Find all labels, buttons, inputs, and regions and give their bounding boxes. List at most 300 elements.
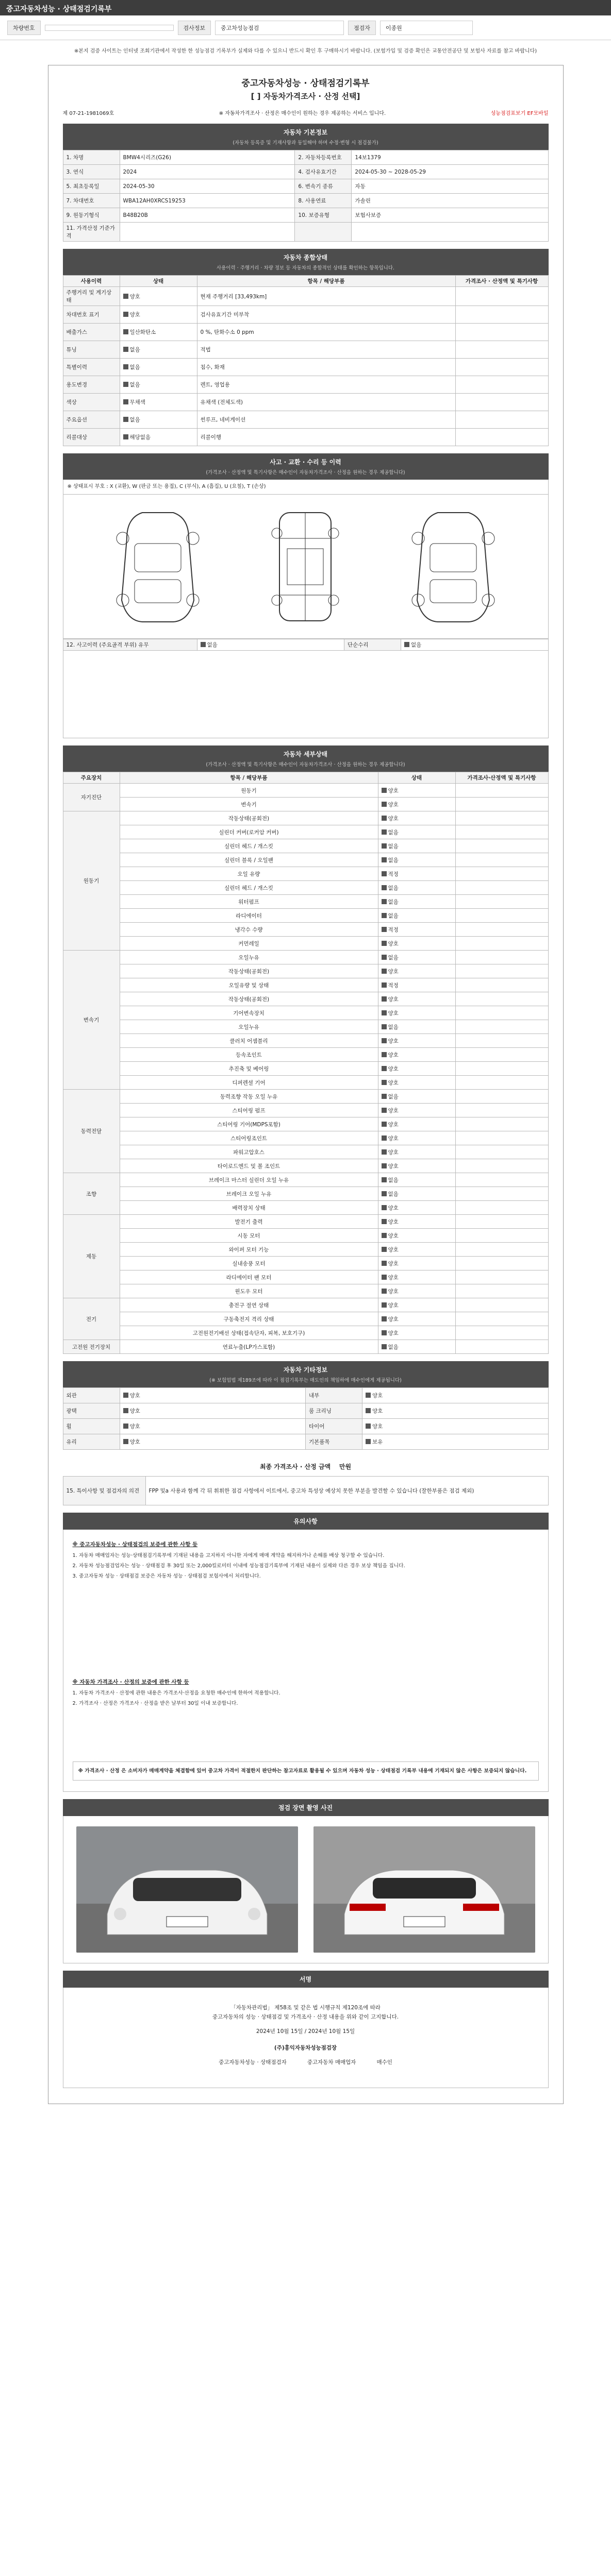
- simple-label: 단순수리: [344, 639, 401, 651]
- detail-part: 작동상태(공회전): [120, 811, 378, 825]
- detail-part: 커먼레일: [120, 937, 378, 951]
- detail-checkbox[interactable]: [382, 1205, 387, 1210]
- detail-note: [455, 1187, 548, 1201]
- basic-value: BMW4시리즈(G26): [120, 150, 295, 165]
- etc-table: [63, 1387, 549, 1450]
- detail-sub: (가격조사 · 산정액 및 특기사항은 매수인이 자동차가격조사 · 산정을 원하는 경우 제공합니다): [63, 760, 549, 772]
- header-label-1: 차량번호: [7, 21, 41, 35]
- status-note: [455, 376, 548, 394]
- detail-note: [455, 1062, 548, 1076]
- accident-label: 12. 사고이력 (주요골격 부위) 유무: [63, 639, 197, 651]
- detail-checkbox[interactable]: [382, 913, 387, 918]
- detail-checkbox[interactable]: [382, 927, 387, 932]
- etc-row: [63, 1388, 548, 1403]
- status-detail: 썬루프, 네비게이션: [197, 411, 455, 429]
- status-col: 상태: [120, 276, 197, 287]
- basic-value: B48B20B: [120, 208, 295, 223]
- detail-checkbox[interactable]: [382, 1136, 387, 1141]
- detail-checkbox[interactable]: [382, 885, 387, 890]
- status-item: 리콜대상: [63, 429, 120, 446]
- basic-label: 10. 보증유형: [295, 208, 352, 223]
- detail-note: [455, 881, 548, 895]
- damage-head: 사고 · 교환 · 수리 등 이력: [63, 453, 549, 468]
- etc-value: 양호: [362, 1403, 549, 1419]
- header-row: [0, 15, 611, 40]
- status-note: [455, 359, 548, 376]
- detail-part: 오일누유: [120, 951, 378, 964]
- detail-group: 자기진단: [63, 784, 120, 811]
- etc-checkbox[interactable]: [366, 1393, 371, 1398]
- car-right-view: [402, 507, 505, 626]
- detail-group: 제동: [63, 1215, 120, 1298]
- detail-row: [63, 951, 548, 964]
- detail-checkbox[interactable]: [382, 1302, 387, 1308]
- detail-col: 주요장치: [63, 772, 120, 784]
- detail-col: 상태: [378, 772, 455, 784]
- sign-section: [63, 1971, 549, 2088]
- etc-checkbox[interactable]: [123, 1408, 128, 1413]
- detail-part: 타이로드엔드 및 볼 조인트: [120, 1159, 378, 1173]
- detail-head: 자동차 세부상태: [63, 745, 549, 760]
- detail-row: [63, 867, 548, 881]
- detail-row: [63, 811, 548, 825]
- detail-note: [455, 1104, 548, 1117]
- detail-note: [455, 1090, 548, 1104]
- detail-state: 없음: [378, 853, 455, 867]
- detail-part: 구동축전지 격리 상태: [120, 1312, 378, 1326]
- etc-value: 양호: [362, 1419, 549, 1434]
- detail-part: 추진축 및 베어링: [120, 1062, 378, 1076]
- detail-row: [63, 909, 548, 923]
- car-rear-photo: [313, 1826, 535, 1953]
- status-state: 해당없음: [120, 429, 197, 446]
- final-price: 최종 가격조사 · 산정 금액 만원: [259, 1463, 352, 1470]
- basic-row: [63, 179, 548, 194]
- basic-table: [63, 150, 549, 242]
- detail-row: [63, 1229, 548, 1243]
- detail-section: [63, 745, 549, 1354]
- etc-checkbox[interactable]: [366, 1423, 371, 1429]
- status-item: 색상: [63, 394, 120, 411]
- etc-checkbox[interactable]: [123, 1423, 128, 1429]
- status-state: 없음: [120, 359, 197, 376]
- status-note: [455, 429, 548, 446]
- detail-note: [455, 1173, 548, 1187]
- detail-checkbox[interactable]: [382, 1122, 387, 1127]
- detail-note: [455, 1298, 548, 1312]
- basic-row: [63, 165, 548, 179]
- basic-label: 6. 변속기 종류: [295, 179, 352, 194]
- etc-head: 자동차 기타정보: [63, 1361, 549, 1376]
- etc-value: 양호: [362, 1388, 549, 1403]
- status-row: [63, 394, 548, 411]
- status-detail: 현재 주행거리 [33,493km]: [197, 287, 455, 306]
- detail-state: 없음: [378, 1020, 455, 1034]
- detail-row: [63, 784, 548, 798]
- detail-row: [63, 1326, 548, 1340]
- detail-note: [455, 811, 548, 825]
- status-row: [63, 411, 548, 429]
- detail-checkbox[interactable]: [382, 1191, 387, 1196]
- doc-title: 중고자동차성능 · 상태점검기록부: [241, 78, 370, 89]
- detail-note: [455, 1048, 548, 1062]
- etc-checkbox[interactable]: [123, 1393, 128, 1398]
- detail-state: 없음: [378, 909, 455, 923]
- notes-p5: 2. 가격조사 · 산정은 가격조사 · 산정을 받은 날부터 30일 이내 보증합니다.: [72, 1701, 238, 1706]
- etc-row: [63, 1419, 548, 1434]
- detail-part: 디퍼렌셜 기어: [120, 1076, 378, 1090]
- detail-row: [63, 1257, 548, 1270]
- basic-label: 3. 연식: [63, 165, 120, 179]
- status-section: [63, 249, 549, 446]
- status-state: 없음: [120, 341, 197, 359]
- detail-row: [63, 1187, 548, 1201]
- detail-checkbox[interactable]: [382, 802, 387, 807]
- detail-state: 양호: [378, 811, 455, 825]
- status-item: 차대번호 표기: [63, 306, 120, 324]
- etc-checkbox[interactable]: [366, 1439, 371, 1444]
- detail-note: [455, 784, 548, 798]
- photo-row: [63, 1816, 549, 1963]
- detail-checkbox[interactable]: [382, 857, 387, 862]
- header-value-2: 중고차성능점검: [215, 21, 344, 35]
- detail-state: 없음: [378, 881, 455, 895]
- detail-part: 원동기: [120, 784, 378, 798]
- detail-state: 양호: [378, 1117, 455, 1131]
- status-note: [455, 324, 548, 341]
- detail-state: 양호: [378, 1048, 455, 1062]
- detail-note: [455, 825, 548, 839]
- detail-checkbox[interactable]: [382, 816, 387, 821]
- detail-row: [63, 798, 548, 811]
- seller-label: 중고자동차 매매업자: [307, 2059, 356, 2065]
- detail-checkbox[interactable]: [382, 982, 387, 988]
- detail-note: [455, 992, 548, 1006]
- basic-label: 7. 차대번호: [63, 194, 120, 208]
- status-row: [63, 306, 548, 324]
- detail-state: 적정: [378, 867, 455, 881]
- status-row: [63, 287, 548, 306]
- detail-row: [63, 1340, 548, 1354]
- detail-state: 양호: [378, 1284, 455, 1298]
- detail-group: 동력전달: [63, 1090, 120, 1173]
- basic-value: 가솔린: [352, 194, 548, 208]
- detail-row: [63, 964, 548, 978]
- detail-part: 라디에이터: [120, 909, 378, 923]
- etc-item: 룸 크리닝: [306, 1403, 362, 1419]
- detail-part: 브레이크 마스터 실린더 오일 누유: [120, 1173, 378, 1187]
- detail-state: 적정: [378, 923, 455, 937]
- detail-row: [63, 1034, 548, 1048]
- etc-item: 유리: [63, 1434, 120, 1450]
- detail-checkbox[interactable]: [382, 1010, 387, 1015]
- accident-table: [63, 639, 549, 651]
- detail-checkbox[interactable]: [382, 1330, 387, 1335]
- detail-state: 양호: [378, 992, 455, 1006]
- etc-item: 기본품목: [306, 1434, 362, 1450]
- inspector-label: 중고자동차성능 · 상태점검자: [219, 2059, 287, 2065]
- detail-checkbox[interactable]: [382, 1066, 387, 1071]
- detail-note: [455, 923, 548, 937]
- detail-state: 없음: [378, 951, 455, 964]
- detail-row: [63, 825, 548, 839]
- sign-text-2: 중고자동차의 성능 · 상태점검 및 가격조사 · 산정 내용을 위와 같이 고지합니다.: [212, 2014, 399, 2020]
- basic-value: 자동: [352, 179, 548, 194]
- detail-state: 양호: [378, 1298, 455, 1312]
- detail-note: [455, 1229, 548, 1243]
- detail-checkbox[interactable]: [382, 1094, 387, 1099]
- buyer-label: 매수인: [376, 2059, 392, 2065]
- detail-checkbox[interactable]: [382, 788, 387, 793]
- inspector-name: (주)홍익자동차성능점검장: [274, 2045, 337, 2051]
- opinion-table: [63, 1476, 549, 1505]
- detail-note: [455, 1326, 548, 1340]
- notes-warning: ※ 가격조사 · 산정 은 소비자가 매매계약을 체결함에 있어 중고차 가격이 적절한지 판단하는 참고자료로 활용될 수 있으며 자동차 성능 · 상태점검 기록부 내용에 기재되지 않은 사항은 보증되지 않습니다.: [73, 1761, 539, 1781]
- detail-state: 양호: [378, 1131, 455, 1145]
- basic-row: [63, 150, 548, 165]
- detail-state: 없음: [378, 1187, 455, 1201]
- status-checkbox[interactable]: [123, 347, 128, 352]
- status-checkbox[interactable]: [123, 434, 128, 439]
- sign-head: 서명: [63, 1971, 549, 1988]
- basic-section: [63, 124, 549, 242]
- detail-row: [63, 1117, 548, 1131]
- status-row: [63, 429, 548, 446]
- detail-checkbox[interactable]: [382, 1149, 387, 1155]
- detail-row: [63, 1145, 548, 1159]
- detail-state: 없음: [378, 825, 455, 839]
- detail-note: [455, 1159, 548, 1173]
- detail-part: 등속조인트: [120, 1048, 378, 1062]
- detail-row: [63, 895, 548, 909]
- detail-row: [63, 1284, 548, 1298]
- notes-block: [63, 1530, 549, 1792]
- basic-label: 8. 사용연료: [295, 194, 352, 208]
- detail-checkbox[interactable]: [382, 1052, 387, 1057]
- detail-part: 라디에이터 팬 모터: [120, 1270, 378, 1284]
- status-state: 양호: [120, 306, 197, 324]
- detail-group: 전기: [63, 1298, 120, 1340]
- detail-checkbox[interactable]: [382, 1038, 387, 1043]
- notes-p2: 2. 자동차 성능점검업자는 성능 · 상태점검 후 30일 또는 2,000킬로미터 이내에 성능점검기록부에 기재된 내용이 실제와 다른 경우 보상 책임을 집니다.: [72, 1563, 405, 1569]
- basic-label: 9. 원동기형식: [63, 208, 120, 223]
- mobile-link[interactable]: 성능점검표보기 EF모바일: [490, 111, 549, 116]
- etc-checkbox[interactable]: [123, 1439, 128, 1444]
- detail-part: 와이퍼 모터 기능: [120, 1243, 378, 1257]
- status-head: 자동차 종합상태: [63, 249, 549, 264]
- status-state: 없음: [120, 376, 197, 394]
- notes-h2: ※ 자동차 가격조사 · 산정의 보증에 관한 사항 등: [72, 1679, 189, 1685]
- status-checkbox[interactable]: [123, 382, 128, 387]
- detail-checkbox[interactable]: [382, 871, 387, 876]
- etc-value: 양호: [120, 1388, 306, 1403]
- car-frame-view: [254, 507, 357, 626]
- detail-part: 기어변속장치: [120, 1006, 378, 1020]
- detail-checkbox[interactable]: [382, 899, 387, 904]
- detail-state: 없음: [378, 1173, 455, 1187]
- signatures: [84, 2058, 527, 2067]
- status-detail: 유채색 (전체도색): [197, 394, 455, 411]
- detail-checkbox[interactable]: [382, 843, 387, 849]
- basic-row: [63, 223, 548, 242]
- detail-checkbox[interactable]: [382, 1177, 387, 1182]
- detail-state: 양호: [378, 1243, 455, 1257]
- detail-part: 동력조향 작동 오일 누유: [120, 1090, 378, 1104]
- basic-value: WBA12AH0XRCS19253: [120, 194, 295, 208]
- detail-note: [455, 964, 548, 978]
- detail-note: [455, 853, 548, 867]
- detail-state: 양호: [378, 937, 455, 951]
- detail-row: [63, 992, 548, 1006]
- status-col: 사용이력: [63, 276, 120, 287]
- detail-part: 실린더 블록 / 오일팬: [120, 853, 378, 867]
- detail-row: [63, 1159, 548, 1173]
- status-row: [63, 341, 548, 359]
- detail-checkbox[interactable]: [382, 1219, 387, 1224]
- detail-part: 오일누유: [120, 1020, 378, 1034]
- detail-state: 없음: [378, 895, 455, 909]
- status-checkbox[interactable]: [123, 312, 128, 317]
- etc-section: [63, 1361, 549, 1450]
- detail-part: 윈도우 모터: [120, 1284, 378, 1298]
- detail-part: 시동 모터: [120, 1229, 378, 1243]
- status-item: 용도변경: [63, 376, 120, 394]
- status-checkbox[interactable]: [123, 399, 128, 404]
- detail-row: [63, 1104, 548, 1117]
- status-checkbox[interactable]: [123, 364, 128, 369]
- detail-state: 양호: [378, 1006, 455, 1020]
- detail-checkbox[interactable]: [382, 1080, 387, 1085]
- status-detail: 침수, 화재: [197, 359, 455, 376]
- status-detail: 적법: [197, 341, 455, 359]
- detail-checkbox[interactable]: [382, 996, 387, 1002]
- detail-checkbox[interactable]: [382, 1261, 387, 1266]
- etc-value: 보유: [362, 1434, 549, 1450]
- detail-checkbox[interactable]: [382, 969, 387, 974]
- etc-checkbox[interactable]: [366, 1408, 371, 1413]
- detail-note: [455, 1076, 548, 1090]
- detail-checkbox[interactable]: [382, 1163, 387, 1168]
- status-state: 무채색: [120, 394, 197, 411]
- detail-table: [63, 772, 549, 1354]
- basic-row: [63, 194, 548, 208]
- detail-row: [63, 853, 548, 867]
- basic-label: 4. 검사유효기간: [295, 165, 352, 179]
- detail-checkbox[interactable]: [382, 941, 387, 946]
- detail-row: [63, 1270, 548, 1284]
- status-state: 없음: [120, 411, 197, 429]
- notes-p4: 1. 자동차 가격조사 · 산정에 관한 내용은 가격조사·산정을 요청한 매수인에 한하여 적용합니다.: [72, 1690, 280, 1696]
- detail-checkbox[interactable]: [382, 1344, 387, 1349]
- detail-row: [63, 1298, 548, 1312]
- detail-note: [455, 1145, 548, 1159]
- detail-state: 양호: [378, 1104, 455, 1117]
- detail-note: [455, 1340, 548, 1354]
- status-sub: 사용이력 · 주행거리 · 차량 정보 등 자동차의 종합적인 상태를 확인하는 항목입니다.: [63, 264, 549, 275]
- car-left-view: [106, 507, 209, 626]
- status-checkbox[interactable]: [123, 417, 128, 422]
- status-item: 배출가스: [63, 324, 120, 341]
- detail-part: 실린더 커버(로커암 커버): [120, 825, 378, 839]
- detail-note: [455, 951, 548, 964]
- header-value-1: [45, 25, 174, 31]
- basic-value: [352, 223, 548, 242]
- document: [48, 65, 564, 2104]
- record-no: 제 07-21-1981069호: [62, 111, 114, 116]
- doc-subtitle: [ ] 자동차가격조사 · 산정 선택]: [251, 92, 360, 101]
- detail-row: [63, 1215, 548, 1229]
- detail-part: 파워고압호스: [120, 1145, 378, 1159]
- status-checkbox[interactable]: [123, 329, 128, 334]
- detail-checkbox[interactable]: [382, 1275, 387, 1280]
- detail-part: 작동상태(공회전): [120, 964, 378, 978]
- basic-sub: (자동차 등록증 및 기재사항과 동일해야 하며 수정·변형 시 점검불가): [63, 139, 549, 150]
- detail-row: [63, 881, 548, 895]
- status-detail: 검사유효기간 미부착: [197, 306, 455, 324]
- etc-sub: (※ 보험업법 제189조에 따라 이 점검기록부는 매도인의 책임하에 매수인에게 제공됩니다): [63, 1376, 549, 1387]
- detail-checkbox[interactable]: [382, 829, 387, 835]
- opinion-label: 15. 특이사항 및 점검자의 의견: [63, 1477, 145, 1505]
- detail-row: [63, 1201, 548, 1215]
- simple-checkbox[interactable]: [404, 642, 409, 647]
- detail-state: 양호: [378, 1215, 455, 1229]
- status-col: 항목 / 해당부품: [197, 276, 455, 287]
- accident-checkbox[interactable]: [201, 642, 206, 647]
- header-label-3: 점검자: [348, 21, 376, 35]
- detail-state: 양호: [378, 1326, 455, 1340]
- detail-checkbox[interactable]: [382, 1247, 387, 1252]
- photo-section: [63, 1799, 549, 1963]
- status-detail: 리콜이행: [197, 429, 455, 446]
- detail-checkbox[interactable]: [382, 1024, 387, 1029]
- detail-checkbox[interactable]: [382, 1108, 387, 1113]
- detail-note: [455, 909, 548, 923]
- detail-state: 양호: [378, 1159, 455, 1173]
- notes-h1: ※ 중고자동차성능 · 상태점검의 보증에 관한 사항 등: [72, 1541, 198, 1548]
- detail-part: 오일유량 및 상태: [120, 978, 378, 992]
- detail-part: 클러치 어셈블리: [120, 1034, 378, 1048]
- status-row: [63, 324, 548, 341]
- detail-part: 실린더 헤드 / 개스킷: [120, 881, 378, 895]
- status-state: 일산화탄소: [120, 324, 197, 341]
- basic-value: 2024-05-30: [120, 179, 295, 194]
- detail-state: 양호: [378, 1034, 455, 1048]
- detail-note: [455, 1215, 548, 1229]
- car-front-photo: [76, 1826, 298, 1953]
- detail-row: [63, 1312, 548, 1326]
- detail-state: 없음: [378, 1090, 455, 1104]
- photo-head: 점검 장면 촬영 사진: [63, 1799, 549, 1816]
- window-titlebar: 중고자동차성능 · 상태점검기록부: [0, 0, 611, 15]
- detail-note: [455, 1312, 548, 1326]
- status-checkbox[interactable]: [123, 294, 128, 299]
- etc-row: [63, 1434, 548, 1450]
- status-item: 주요옵션: [63, 411, 120, 429]
- record-note: ※ 자동차가격조사 · 산정은 매수인이 원하는 경우 제공하는 서비스 입니다.: [219, 111, 386, 116]
- detail-state: 양호: [378, 784, 455, 798]
- damage-section: [63, 453, 549, 738]
- detail-checkbox[interactable]: [382, 1289, 387, 1294]
- detail-checkbox[interactable]: [382, 955, 387, 960]
- basic-label: 5. 최초등록일: [63, 179, 120, 194]
- car-diagram: [63, 495, 549, 639]
- detail-part: 스티어링 기어(MDPS포함): [120, 1117, 378, 1131]
- detail-row: [63, 1090, 548, 1104]
- detail-row: [63, 1020, 548, 1034]
- detail-checkbox[interactable]: [382, 1233, 387, 1238]
- detail-checkbox[interactable]: [382, 1316, 387, 1321]
- detail-row: [63, 1048, 548, 1062]
